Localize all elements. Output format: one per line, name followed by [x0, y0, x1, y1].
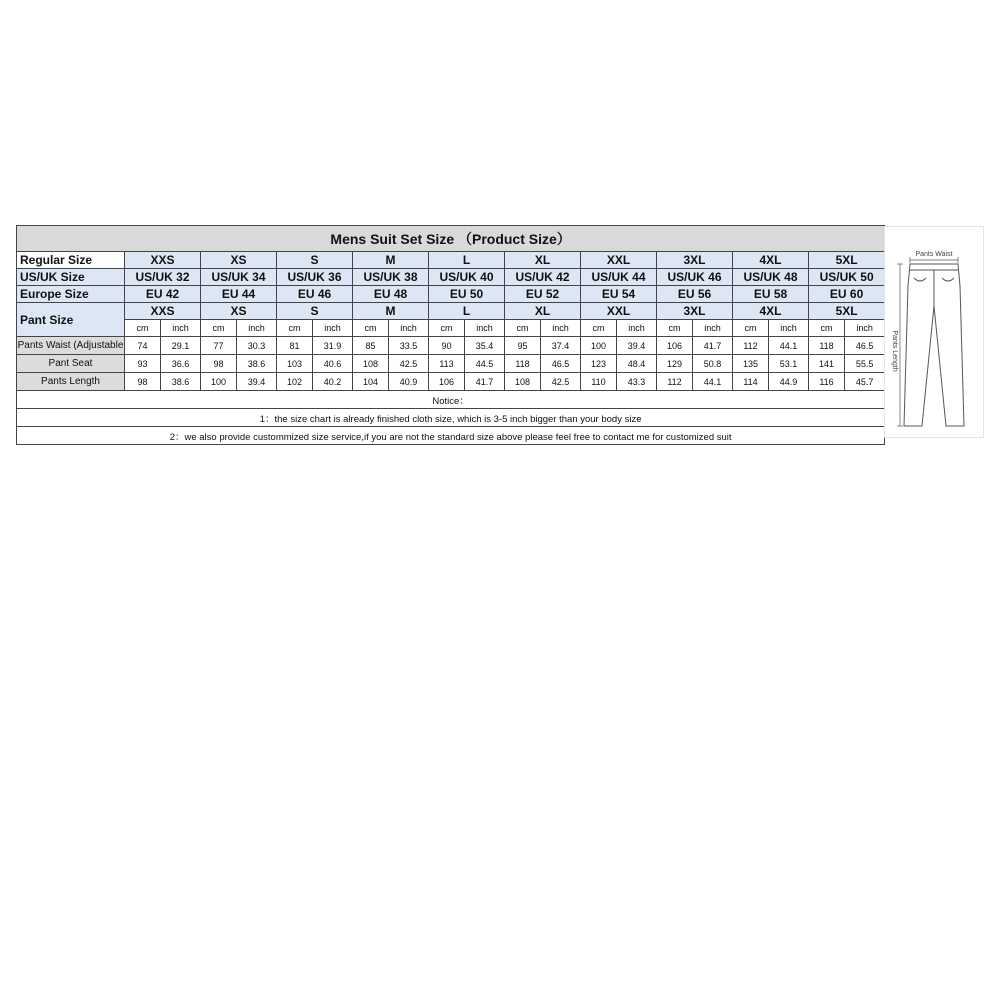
chart-title: Mens Suit Set Size （Product Size）: [17, 226, 885, 252]
inch-value: 36.6: [161, 355, 201, 373]
unit-inch: inch: [693, 320, 733, 337]
inch-value: 55.5: [845, 355, 885, 373]
europe-size-cell: EU 44: [201, 286, 277, 303]
title-row: [17, 226, 885, 252]
pant-size-header: 5XL: [809, 303, 885, 320]
cm-value: 110: [581, 373, 617, 391]
cm-value: 141: [809, 355, 845, 373]
europe-size-cell: EU 58: [733, 286, 809, 303]
unit-inch: inch: [617, 320, 657, 337]
us-uk-size-cell: US/UK 44: [581, 269, 657, 286]
unit-inch: inch: [465, 320, 505, 337]
unit-inch: inch: [237, 320, 277, 337]
inch-value: 40.2: [313, 373, 353, 391]
regular-size-row: [17, 252, 885, 269]
pant-size-header: L: [429, 303, 505, 320]
measurement-row: [17, 337, 885, 355]
europe-size-row: [17, 286, 885, 303]
notice-line: 1：the size chart is already finished cloth size, which is 3-5 inch bigger than your body size: [17, 409, 885, 427]
inch-value: 29.1: [161, 337, 201, 355]
inch-value: 48.4: [617, 355, 657, 373]
size-header: XXL: [581, 252, 657, 269]
us-uk-size-cell: US/UK 32: [125, 269, 201, 286]
cm-value: 112: [733, 337, 769, 355]
inch-value: 31.9: [313, 337, 353, 355]
inch-value: 35.4: [465, 337, 505, 355]
inch-value: 40.6: [313, 355, 353, 373]
notice-heading: Notice：: [17, 391, 885, 409]
unit-row: [17, 320, 885, 337]
cm-value: 106: [429, 373, 465, 391]
unit-inch: inch: [769, 320, 809, 337]
size-header: XL: [505, 252, 581, 269]
cm-value: 116: [809, 373, 845, 391]
cm-value: 118: [505, 355, 541, 373]
inch-value: 30.3: [237, 337, 277, 355]
cm-value: 114: [733, 373, 769, 391]
size-header: XS: [201, 252, 277, 269]
unit-cm: cm: [581, 320, 617, 337]
cm-value: 74: [125, 337, 161, 355]
us-uk-size-cell: US/UK 46: [657, 269, 733, 286]
europe-size-cell: EU 56: [657, 286, 733, 303]
pant-size-header: 3XL: [657, 303, 733, 320]
size-header: XXS: [125, 252, 201, 269]
size-chart-table: [16, 225, 885, 445]
unit-cm: cm: [733, 320, 769, 337]
unit-inch: inch: [389, 320, 429, 337]
us-uk-size-cell: US/UK 38: [353, 269, 429, 286]
europe-size-cell: EU 60: [809, 286, 885, 303]
cm-value: 100: [201, 373, 237, 391]
unit-cm: cm: [657, 320, 693, 337]
cm-value: 112: [657, 373, 693, 391]
pant-size-header: 4XL: [733, 303, 809, 320]
unit-inch: inch: [541, 320, 581, 337]
cm-value: 77: [201, 337, 237, 355]
notice-heading-row: [17, 391, 885, 409]
waist-label: Pants Waist: [915, 251, 953, 258]
cm-value: 129: [657, 355, 693, 373]
cm-value: 95: [505, 337, 541, 355]
unit-cm: cm: [809, 320, 845, 337]
inch-value: 33.5: [389, 337, 429, 355]
pant-size-row: [17, 303, 885, 320]
us-uk-size-cell: US/UK 34: [201, 269, 277, 286]
inch-value: 50.8: [693, 355, 733, 373]
notice-line-row: [17, 427, 885, 445]
inch-value: 40.9: [389, 373, 429, 391]
unit-cm: cm: [125, 320, 161, 337]
cm-value: 118: [809, 337, 845, 355]
cm-value: 106: [657, 337, 693, 355]
europe-size-cell: EU 54: [581, 286, 657, 303]
europe-size-cell: EU 46: [277, 286, 353, 303]
measurement-row: [17, 373, 885, 391]
cm-value: 113: [429, 355, 465, 373]
europe-size-cell: EU 52: [505, 286, 581, 303]
unit-inch: inch: [161, 320, 201, 337]
inch-value: 41.7: [693, 337, 733, 355]
pant-size-header: XS: [201, 303, 277, 320]
measurement-row: [17, 355, 885, 373]
unit-cm: cm: [201, 320, 237, 337]
size-header: 4XL: [733, 252, 809, 269]
cm-value: 81: [277, 337, 313, 355]
unit-cm: cm: [353, 320, 389, 337]
cm-value: 98: [201, 355, 237, 373]
cm-value: 123: [581, 355, 617, 373]
notice-line-row: [17, 409, 885, 427]
inch-value: 44.5: [465, 355, 505, 373]
regular-size-label: Regular Size: [17, 252, 125, 269]
cm-value: 104: [353, 373, 389, 391]
unit-inch: inch: [845, 320, 885, 337]
europe-size-label: Europe Size: [17, 286, 125, 303]
cm-value: 135: [733, 355, 769, 373]
size-header: M: [353, 252, 429, 269]
inch-value: 43.3: [617, 373, 657, 391]
us-uk-size-cell: US/UK 48: [733, 269, 809, 286]
us-uk-size-cell: US/UK 42: [505, 269, 581, 286]
cm-value: 100: [581, 337, 617, 355]
length-label: Pants Length: [891, 330, 898, 372]
inch-value: 38.6: [237, 355, 277, 373]
us-uk-size-row: [17, 269, 885, 286]
size-header: L: [429, 252, 505, 269]
cm-value: 103: [277, 355, 313, 373]
us-uk-size-cell: US/UK 40: [429, 269, 505, 286]
pants-diagram: [884, 226, 984, 438]
us-uk-size-cell: US/UK 36: [277, 269, 353, 286]
size-header: S: [277, 252, 353, 269]
inch-value: 44.1: [769, 337, 809, 355]
inch-value: 44.9: [769, 373, 809, 391]
notice-line: 2：we also provide custommized size service,if you are not the standard size above please feel free to contact me for customized suit: [17, 427, 885, 445]
inch-value: 38.6: [161, 373, 201, 391]
cm-value: 108: [505, 373, 541, 391]
cm-value: 98: [125, 373, 161, 391]
cm-value: 108: [353, 355, 389, 373]
inch-value: 46.5: [541, 355, 581, 373]
unit-cm: cm: [505, 320, 541, 337]
europe-size-cell: EU 48: [353, 286, 429, 303]
pant-size-header: M: [353, 303, 429, 320]
inch-value: 44.1: [693, 373, 733, 391]
europe-size-cell: EU 42: [125, 286, 201, 303]
unit-cm: cm: [277, 320, 313, 337]
pant-size-header: S: [277, 303, 353, 320]
cm-value: 85: [353, 337, 389, 355]
unit-cm: cm: [429, 320, 465, 337]
us-uk-size-label: US/UK Size: [17, 269, 125, 286]
cm-value: 90: [429, 337, 465, 355]
cm-value: 102: [277, 373, 313, 391]
size-header: 3XL: [657, 252, 733, 269]
inch-value: 42.5: [541, 373, 581, 391]
unit-inch: inch: [313, 320, 353, 337]
inch-value: 53.1: [769, 355, 809, 373]
pant-size-header: XXS: [125, 303, 201, 320]
measurement-label: Pants Length: [17, 373, 125, 391]
inch-value: 41.7: [465, 373, 505, 391]
inch-value: 39.4: [617, 337, 657, 355]
measurement-label: Pants Waist (Adjustable: [17, 337, 125, 355]
measurement-label: Pant Seat: [17, 355, 125, 373]
pant-size-header: XL: [505, 303, 581, 320]
size-header: 5XL: [809, 252, 885, 269]
inch-value: 45.7: [845, 373, 885, 391]
inch-value: 37.4: [541, 337, 581, 355]
inch-value: 46.5: [845, 337, 885, 355]
us-uk-size-cell: US/UK 50: [809, 269, 885, 286]
inch-value: 42.5: [389, 355, 429, 373]
pant-size-header: XXL: [581, 303, 657, 320]
inch-value: 39.4: [237, 373, 277, 391]
europe-size-cell: EU 50: [429, 286, 505, 303]
cm-value: 93: [125, 355, 161, 373]
pant-size-label: Pant Size: [17, 303, 125, 337]
